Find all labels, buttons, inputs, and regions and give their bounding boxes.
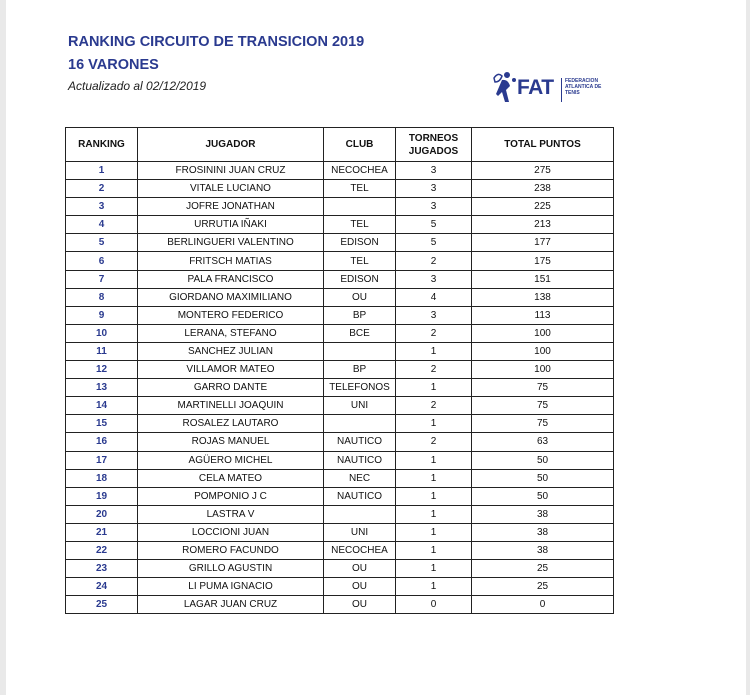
- cell-rank: 12: [66, 361, 138, 379]
- header-ranking: RANKING: [66, 128, 138, 162]
- cell-points: 275: [472, 162, 614, 180]
- cell-player: MARTINELLI JOAQUIN: [138, 397, 324, 415]
- cell-player: GIORDANO MAXIMILIANO: [138, 288, 324, 306]
- cell-points: 75: [472, 415, 614, 433]
- cell-tournaments: 2: [396, 433, 472, 451]
- header-jugador: JUGADOR: [138, 128, 324, 162]
- cell-points: 25: [472, 578, 614, 596]
- cell-points: 75: [472, 397, 614, 415]
- cell-tournaments: 1: [396, 342, 472, 360]
- cell-player: ROMERO FACUNDO: [138, 541, 324, 559]
- table-row: [66, 560, 614, 578]
- cell-points: 38: [472, 523, 614, 541]
- cell-club: UNI: [324, 397, 396, 415]
- cell-club: EDISON: [324, 234, 396, 252]
- cell-rank: 4: [66, 216, 138, 234]
- cell-player: ROJAS MANUEL: [138, 433, 324, 451]
- cell-points: 238: [472, 180, 614, 198]
- cell-player: CELA MATEO: [138, 469, 324, 487]
- cell-club: TEL: [324, 180, 396, 198]
- cell-rank: 14: [66, 397, 138, 415]
- cell-points: 63: [472, 433, 614, 451]
- table-row: [66, 469, 614, 487]
- cell-points: 50: [472, 451, 614, 469]
- cell-rank: 11: [66, 342, 138, 360]
- cell-player: VITALE LUCIANO: [138, 180, 324, 198]
- table-row: [66, 342, 614, 360]
- cell-tournaments: 3: [396, 180, 472, 198]
- header-torneos-line1: TORNEOS: [408, 132, 459, 144]
- table-row: [66, 578, 614, 596]
- cell-player: GRILLO AGUSTIN: [138, 560, 324, 578]
- table-row: [66, 415, 614, 433]
- table-row: [66, 180, 614, 198]
- cell-tournaments: 0: [396, 596, 472, 614]
- cell-tournaments: 1: [396, 379, 472, 397]
- cell-club: OU: [324, 560, 396, 578]
- table-row: [66, 541, 614, 559]
- cell-club: OU: [324, 578, 396, 596]
- cell-points: 213: [472, 216, 614, 234]
- cell-club: OU: [324, 288, 396, 306]
- fat-logo: [492, 66, 612, 110]
- ranking-table: [65, 127, 614, 614]
- cell-tournaments: 4: [396, 288, 472, 306]
- header-torneos: [396, 128, 472, 162]
- cell-rank: 3: [66, 198, 138, 216]
- header-total-puntos: TOTAL PUNTOS: [472, 128, 614, 162]
- cell-club: BCE: [324, 324, 396, 342]
- cell-tournaments: 3: [396, 162, 472, 180]
- cell-club: [324, 505, 396, 523]
- cell-club: EDISON: [324, 270, 396, 288]
- table-row: [66, 252, 614, 270]
- cell-rank: 22: [66, 541, 138, 559]
- cell-rank: 21: [66, 523, 138, 541]
- cell-tournaments: 3: [396, 198, 472, 216]
- cell-rank: 20: [66, 505, 138, 523]
- table-row: [66, 433, 614, 451]
- cell-rank: 19: [66, 487, 138, 505]
- cell-tournaments: 1: [396, 415, 472, 433]
- updated-date: Actualizado al 02/12/2019: [68, 79, 207, 93]
- cell-club: NAUTICO: [324, 487, 396, 505]
- cell-rank: 16: [66, 433, 138, 451]
- table-row: [66, 523, 614, 541]
- table-header-row: [66, 128, 614, 162]
- cell-rank: 5: [66, 234, 138, 252]
- logo-text: FAT: [517, 76, 554, 99]
- table-row: [66, 306, 614, 324]
- logo-federation-text: FEDERACION ATLANTICA DE TENIS: [565, 78, 602, 96]
- cell-tournaments: 2: [396, 324, 472, 342]
- cell-club: NEC: [324, 469, 396, 487]
- cell-points: 175: [472, 252, 614, 270]
- cell-player: FROSININI JUAN CRUZ: [138, 162, 324, 180]
- cell-club: BP: [324, 361, 396, 379]
- cell-points: 225: [472, 198, 614, 216]
- header-torneos-line2: JUGADOS: [408, 145, 459, 157]
- cell-player: MONTERO FEDERICO: [138, 306, 324, 324]
- cell-rank: 23: [66, 560, 138, 578]
- cell-player: LOCCIONI JUAN: [138, 523, 324, 541]
- cell-points: 0: [472, 596, 614, 614]
- cell-club: OU: [324, 596, 396, 614]
- cell-tournaments: 1: [396, 469, 472, 487]
- table-row: [66, 162, 614, 180]
- table-row: [66, 216, 614, 234]
- cell-rank: 25: [66, 596, 138, 614]
- cell-points: 100: [472, 361, 614, 379]
- cell-tournaments: 2: [396, 397, 472, 415]
- cell-rank: 15: [66, 415, 138, 433]
- cell-tournaments: 1: [396, 560, 472, 578]
- cell-club: NECOCHEA: [324, 541, 396, 559]
- category-subtitle: 16 VARONES: [68, 57, 159, 73]
- cell-points: 177: [472, 234, 614, 252]
- cell-tournaments: 2: [396, 252, 472, 270]
- table-row: [66, 234, 614, 252]
- cell-club: UNI: [324, 523, 396, 541]
- cell-tournaments: 1: [396, 541, 472, 559]
- table-row: [66, 361, 614, 379]
- cell-club: TEL: [324, 252, 396, 270]
- cell-tournaments: 1: [396, 451, 472, 469]
- table-row: [66, 505, 614, 523]
- cell-points: 50: [472, 469, 614, 487]
- table-row: [66, 451, 614, 469]
- table-row: [66, 288, 614, 306]
- document-title: RANKING CIRCUITO DE TRANSICION 2019: [68, 34, 365, 50]
- cell-player: AGÜERO MICHEL: [138, 451, 324, 469]
- cell-tournaments: 3: [396, 306, 472, 324]
- table-row: [66, 379, 614, 397]
- cell-tournaments: 2: [396, 361, 472, 379]
- cell-player: ROSALEZ LAUTARO: [138, 415, 324, 433]
- cell-player: URRUTIA IÑAKI: [138, 216, 324, 234]
- cell-player: VILLAMOR MATEO: [138, 361, 324, 379]
- table-row: [66, 198, 614, 216]
- cell-player: BERLINGUERI VALENTINO: [138, 234, 324, 252]
- cell-player: JOFRE JONATHAN: [138, 198, 324, 216]
- cell-club: [324, 198, 396, 216]
- cell-tournaments: 5: [396, 234, 472, 252]
- cell-club: TELEFONOS: [324, 379, 396, 397]
- cell-club: NAUTICO: [324, 433, 396, 451]
- cell-points: 38: [472, 541, 614, 559]
- cell-rank: 6: [66, 252, 138, 270]
- cell-points: 75: [472, 379, 614, 397]
- cell-rank: 13: [66, 379, 138, 397]
- cell-club: BP: [324, 306, 396, 324]
- cell-points: 100: [472, 342, 614, 360]
- cell-tournaments: 1: [396, 578, 472, 596]
- cell-player: LASTRA V: [138, 505, 324, 523]
- cell-rank: 17: [66, 451, 138, 469]
- cell-points: 138: [472, 288, 614, 306]
- cell-player: FRITSCH MATIAS: [138, 252, 324, 270]
- cell-player: LI PUMA IGNACIO: [138, 578, 324, 596]
- cell-club: NAUTICO: [324, 451, 396, 469]
- cell-player: LAGAR JUAN CRUZ: [138, 596, 324, 614]
- cell-tournaments: 1: [396, 487, 472, 505]
- cell-tournaments: 1: [396, 505, 472, 523]
- cell-tournaments: 5: [396, 216, 472, 234]
- tennis-player-icon: [492, 70, 518, 106]
- cell-points: 100: [472, 324, 614, 342]
- cell-player: PALA FRANCISCO: [138, 270, 324, 288]
- table-row: [66, 397, 614, 415]
- cell-rank: 7: [66, 270, 138, 288]
- cell-points: 113: [472, 306, 614, 324]
- table-row: [66, 596, 614, 614]
- table-row: [66, 487, 614, 505]
- cell-club: NECOCHEA: [324, 162, 396, 180]
- cell-player: POMPONIO J C: [138, 487, 324, 505]
- cell-club: [324, 415, 396, 433]
- cell-rank: 10: [66, 324, 138, 342]
- table-row: [66, 324, 614, 342]
- cell-tournaments: 1: [396, 523, 472, 541]
- cell-rank: 24: [66, 578, 138, 596]
- cell-player: SANCHEZ JULIAN: [138, 342, 324, 360]
- cell-rank: 8: [66, 288, 138, 306]
- cell-rank: 18: [66, 469, 138, 487]
- logo-divider: [561, 78, 562, 102]
- cell-points: 25: [472, 560, 614, 578]
- document-page: [6, 0, 746, 695]
- cell-club: TEL: [324, 216, 396, 234]
- cell-points: 50: [472, 487, 614, 505]
- cell-club: [324, 342, 396, 360]
- cell-rank: 9: [66, 306, 138, 324]
- cell-player: LERANA, STEFANO: [138, 324, 324, 342]
- table-row: [66, 270, 614, 288]
- header-club: CLUB: [324, 128, 396, 162]
- cell-rank: 1: [66, 162, 138, 180]
- cell-points: 38: [472, 505, 614, 523]
- cell-rank: 2: [66, 180, 138, 198]
- cell-tournaments: 3: [396, 270, 472, 288]
- cell-player: GARRO DANTE: [138, 379, 324, 397]
- cell-points: 151: [472, 270, 614, 288]
